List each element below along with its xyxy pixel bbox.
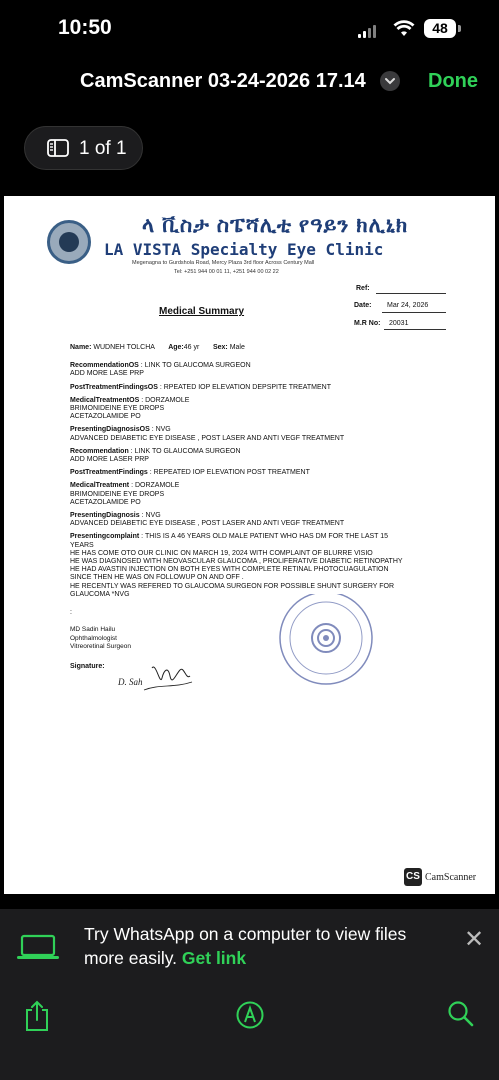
field-value: : REPEATED IOP ELEVATION POST TREATMENT: [147, 469, 310, 477]
summary-line: [70, 426, 460, 434]
scanned-document[interactable]: [4, 196, 495, 894]
page-indicator-button[interactable]: [24, 126, 143, 170]
sidebar-icon: [47, 139, 69, 157]
patient-age: 46 yr: [183, 344, 200, 351]
age-label: Age:: [168, 344, 184, 351]
patient-sex: Male: [229, 344, 245, 351]
get-link[interactable]: Get link: [181, 948, 247, 968]
laptop-icon: [16, 934, 60, 960]
field-value: ADVANCED DEIABETIC EYE DISEASE , POST LASER AND ANTI VEGF TREATMENT: [70, 434, 345, 442]
field-value: : LINK TO GLAUCOMA SURGEON: [128, 447, 241, 455]
summary-line: [70, 542, 460, 550]
battery-icon: 48: [424, 19, 456, 38]
battery-tip: [458, 25, 461, 32]
banner-text: Try WhatsApp on a computer to view files more easily.: [84, 924, 407, 968]
field-value: BRIMONIDEINE EYE DROPS: [70, 405, 165, 413]
doctor-title-2: Vitreoretinal Surgeon: [70, 643, 131, 650]
field-value: HE HAD AVASTIN INJECTION ON BOTH EYES WITH COMPLETE RETINAL PHOTOCUAGULATION: [70, 566, 389, 574]
field-value: : DORZAMOLE: [129, 482, 180, 490]
summary-line: [70, 550, 460, 558]
field-value: : NVG: [139, 512, 161, 520]
field-label: PostTreatmentFindingsOS: [70, 383, 158, 391]
patient-line: [70, 344, 460, 352]
summary-line: [70, 499, 460, 507]
document-title[interactable]: CamScanner 03-24-2026 17.14: [80, 70, 366, 92]
camscanner-logo-icon: CS: [404, 868, 422, 886]
banner-message: [84, 922, 434, 970]
navigation-bar: [0, 62, 499, 102]
field-label: RecommendationOS: [70, 362, 139, 370]
promo-banner[interactable]: [0, 909, 499, 982]
field-value: ACETAZOLAMIDE PO: [70, 413, 141, 421]
summary-line: [70, 384, 460, 392]
summary-line: [70, 370, 460, 378]
document-heading: Medical Summary: [159, 306, 245, 317]
summary-line: [70, 533, 460, 541]
ref-label: Ref:: [356, 285, 370, 292]
summary-line: [70, 591, 460, 599]
clinic-address: Megenagna to Gurdshola Road, Mercy Plaza 3rd floor Across Century Mall: [132, 260, 315, 266]
summary-line: [70, 574, 460, 582]
summary-line: [70, 558, 460, 566]
done-button[interactable]: Done: [428, 70, 478, 92]
field-value: : NVG: [149, 426, 171, 434]
summary-line: [70, 456, 460, 464]
svg-text:D. Sah: D. Sah: [118, 677, 143, 687]
field-label: MedicalTreatment: [70, 482, 130, 490]
sex-label: Sex:: [212, 344, 228, 351]
date-underline: [382, 312, 446, 313]
field-value: HE RECENTLY WAS REFERED TO GLAUCOMA SURGEON FOR POSSIBLE SHUNT SURGERY FOR: [70, 582, 395, 590]
close-icon[interactable]: ✕: [464, 926, 485, 953]
summary-line: [70, 482, 460, 490]
field-label: PostTreatmentFindings: [70, 469, 148, 477]
summary-line: [70, 397, 460, 405]
summary-line: [70, 583, 460, 591]
status-bar: [0, 0, 499, 60]
mrn-label: M.R No:: [354, 320, 381, 327]
name-label: Name:: [70, 344, 92, 351]
date-label: Date:: [354, 302, 372, 309]
field-value: : DORZAMOLE: [139, 396, 190, 404]
chevron-down-icon[interactable]: [380, 71, 400, 91]
field-label: Recommendation: [70, 447, 129, 455]
clinic-name: LA VISTA Specialty Eye Clinic: [104, 240, 384, 259]
summary-line: [70, 512, 460, 520]
summary-body: [70, 344, 460, 617]
field-value: : LINK TO GLAUCOMA SURGEON: [138, 362, 251, 370]
page-indicator-text: 1 of 1: [79, 138, 127, 159]
mrn-value: 20031: [389, 320, 409, 327]
summary-line: [70, 405, 460, 413]
summary-line: [70, 520, 460, 528]
clinic-name-amharic: ላ ቪስታ ስፔሻሊቲ የዓይን ክሊኒክ: [142, 214, 409, 237]
doctor-title-1: Ophthalmologist: [70, 634, 117, 642]
summary-lines: [70, 362, 460, 599]
date-value: Mar 24, 2026: [387, 302, 429, 309]
summary-line: [70, 448, 460, 456]
field-label: Presentingcomplaint: [70, 533, 140, 541]
search-icon[interactable]: [447, 1000, 475, 1028]
field-label: PresentingDiagnosis: [70, 512, 140, 520]
clinic-logo: [47, 220, 91, 264]
clinic-stamp: [276, 594, 376, 694]
camscanner-watermark: CamScanner: [425, 872, 477, 883]
field-value: ADVANCED DEIABETIC EYE DISEASE , POST LASER AND ANTI VEGF TREATMENT: [70, 520, 345, 528]
handwritten-signature: [114, 656, 194, 696]
summary-line: [70, 491, 460, 499]
cellular-signal-icon: [358, 24, 376, 38]
field-value: YEARS: [70, 541, 94, 549]
field-value: SINCE THEN HE WAS ON FOLLOWUP ON AND OFF .: [70, 574, 244, 582]
field-value: : THIS IS A 46 YEARS OLD MALE PATIENT WHO HAS DM FOR THE LAST 15: [139, 533, 389, 541]
field-value: ADD MORE LASER PRP: [70, 456, 149, 464]
field-value: GLAUCOMA *NVG: [70, 590, 130, 598]
markup-icon[interactable]: [235, 1000, 265, 1030]
mrn-underline: [384, 329, 446, 330]
clinic-phone: Tel: +251 944 00 01 11, +251 944 00 02 22: [174, 269, 279, 275]
summary-line: [70, 566, 460, 574]
summary-line: [70, 469, 460, 477]
patient-name: WUDNEH TOLCHA: [93, 344, 155, 351]
field-value: : RPEATED IOP ELEVATION DEPSPITE TREATMENT: [157, 383, 331, 391]
field-value: HE WAS DIAGNOSED WITH NEOVASCULAR GLAUCOMA , PROLIFERATIVE DIABETIC RETINOPATHY: [70, 558, 403, 566]
doctor-name: MD Sadin Hailu: [70, 626, 116, 633]
status-time: 10:50: [58, 16, 112, 39]
share-icon[interactable]: [24, 1000, 50, 1032]
field-value: HE HAS COME OTO OUR CLINIC ON MARCH 19, 2024 WITH COMPLAINT OF BLURRE VISIO: [70, 549, 373, 557]
doctor-block: [70, 626, 131, 652]
bottom-toolbar: [0, 982, 499, 1080]
summary-line: [70, 435, 460, 443]
field-label: PresentingDiagnosisOS: [70, 426, 150, 434]
summary-line: [70, 413, 460, 421]
wifi-icon: [393, 20, 415, 38]
summary-line: [70, 362, 460, 370]
ref-underline: [376, 293, 446, 294]
colon-line: :: [70, 609, 72, 617]
signature-label: Signature:: [70, 663, 105, 670]
field-label: MedicalTreatmentOS: [70, 396, 140, 404]
field-value: ACETAZOLAMIDE PO: [70, 498, 141, 506]
field-value: BRIMONIDEINE EYE DROPS: [70, 490, 165, 498]
field-value: ADD MORE LASE PRP: [70, 370, 144, 378]
